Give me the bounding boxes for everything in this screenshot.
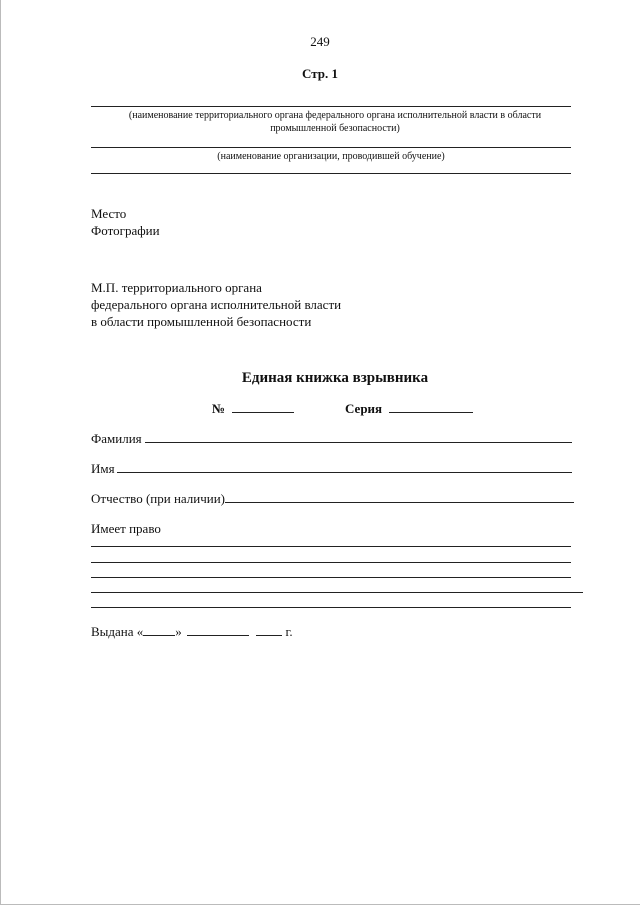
series-blank [389,400,473,413]
right-line-2 [91,562,571,563]
issued-year-blank [256,623,282,636]
stamp-place [91,279,341,330]
photo-place [91,205,160,239]
issued-month-blank [187,623,249,636]
number-label: № [212,401,226,416]
scan-edge-left [0,0,1,905]
stamp-place-line-1: М.П. территориального органа [91,280,262,295]
territorial-body-line [91,106,571,107]
page-label: Стр. 1 [302,66,338,81]
issued-close-quote: » [175,624,182,639]
surname-label: Фамилия [91,431,142,446]
territorial-body-caption: (наименование территориального органа федерального органа исполнительной власти в области промышленной безопасности) [128,110,542,134]
page-number: 249 [310,34,330,49]
document-title: Единая книжка взрывника [241,370,429,386]
name-label: Имя [91,461,115,476]
issued-label: Выдана « [91,624,144,639]
stamp-place-line-2: федерального органа исполнительной власти [91,297,342,312]
name-line [117,472,572,473]
number-blank [232,400,294,413]
stamp-place-line-3: в области промышленной безопасности [91,314,312,329]
issued-field [91,623,293,640]
right-line-3 [91,577,571,578]
patronymic-line [225,502,574,503]
has-right-label: Имеет право [91,521,161,536]
training-org-caption: (наименование организации, проводившей обучение) [217,151,445,162]
right-line-5 [91,607,571,608]
right-line-4 [91,592,583,593]
issued-year-suffix: г. [285,624,293,639]
photo-place-line-2: Фотографии [91,223,160,238]
series-field [345,400,473,417]
header-bottom-line [91,173,571,174]
photo-place-line-1: Место [91,206,127,221]
patronymic-label: Отчество (при наличии) [91,491,226,506]
issued-day-blank [143,623,175,636]
series-label: Серия [345,401,383,416]
training-org-line [91,147,571,148]
number-field [212,400,294,417]
right-line-1 [91,546,571,547]
surname-line [145,442,572,443]
